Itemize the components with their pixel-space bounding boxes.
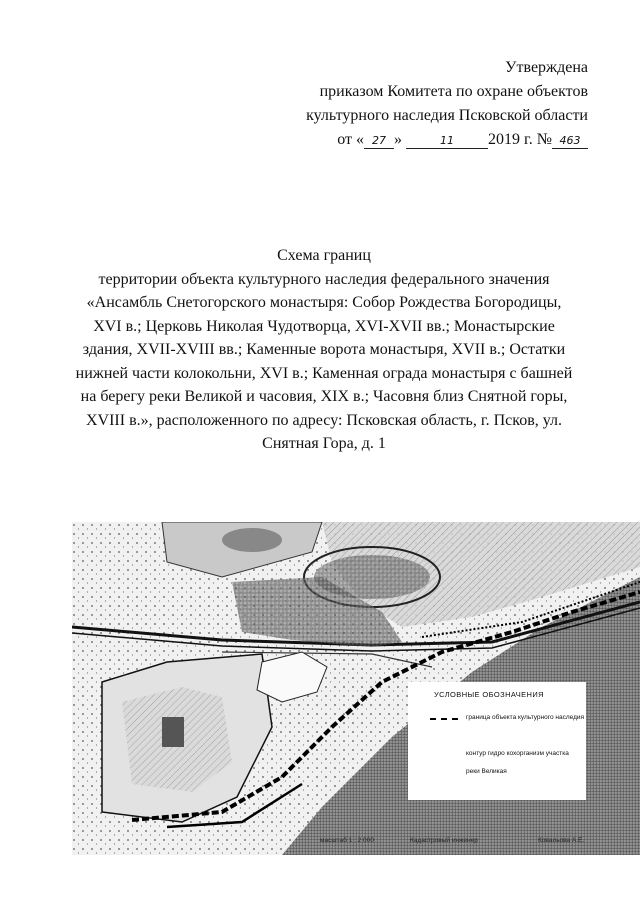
legend-title: УСЛОВНЫЕ ОБОЗНАЧЕНИЯ <box>434 690 544 699</box>
map-engineer-label: Кадастровый инженер <box>410 837 478 844</box>
handwritten-order-number: 463 <box>552 134 588 149</box>
legend-boundary-symbol <box>430 718 458 720</box>
date-prefix: от « <box>337 131 364 148</box>
title-line-8: XVIII в.», расположенного по адресу: Псковская область, г. Псков, ул. <box>85 411 563 429</box>
handwritten-month: 11 <box>406 134 488 149</box>
legend-item-boundary: граница объекта культурного наследия <box>466 714 585 721</box>
approval-stamp <box>306 56 588 152</box>
map-scale: масштаб 1 : 2 000 <box>320 837 374 844</box>
date-year: 2019 г. № <box>487 131 552 148</box>
date-close-quote: » <box>393 131 402 148</box>
map-engineer-name: Ковальова А.Е. <box>538 837 585 844</box>
approval-line-3: культурного наследия Псковской области <box>306 107 588 124</box>
title-line-7: на берегу реки Великой и часовия, XIX в.; Часовня близ Снятной горы, <box>80 388 568 405</box>
approval-line-1: Утверждена <box>505 59 588 76</box>
handwritten-day: 27 <box>364 134 394 149</box>
title-line-6: нижней части колокольни, XVI в.; Каменная ограда монастыря с башней <box>75 364 573 382</box>
title-line-9: Снятная Гора, д. 1 <box>262 435 386 452</box>
title-line-3: «Ансамбль Снетогорского монастыря: Собор Рождества Богородицы, <box>86 294 562 311</box>
document-title <box>50 244 598 456</box>
title-line-4: XVI в.; Церковь Николая Чудотворца, XVI-XVII вв.; Монастырские <box>93 317 555 335</box>
title-line-5: здания, XVII-XVIII вв.; Каменные ворота монастыря, XVII в.; Остатки <box>82 341 566 358</box>
map-legend <box>408 682 586 800</box>
title-line-2: территории объекта культурного наследия федерального значения <box>98 270 550 288</box>
legend-item-river: реки Великая <box>466 768 507 775</box>
approval-line-2: приказом Комитета по охране объектов <box>319 83 588 100</box>
legend-item-contour: контур гидро кохорганизм участка <box>466 750 569 757</box>
approval-date-line <box>306 128 588 152</box>
title-line-1: Схема границ <box>277 247 371 264</box>
